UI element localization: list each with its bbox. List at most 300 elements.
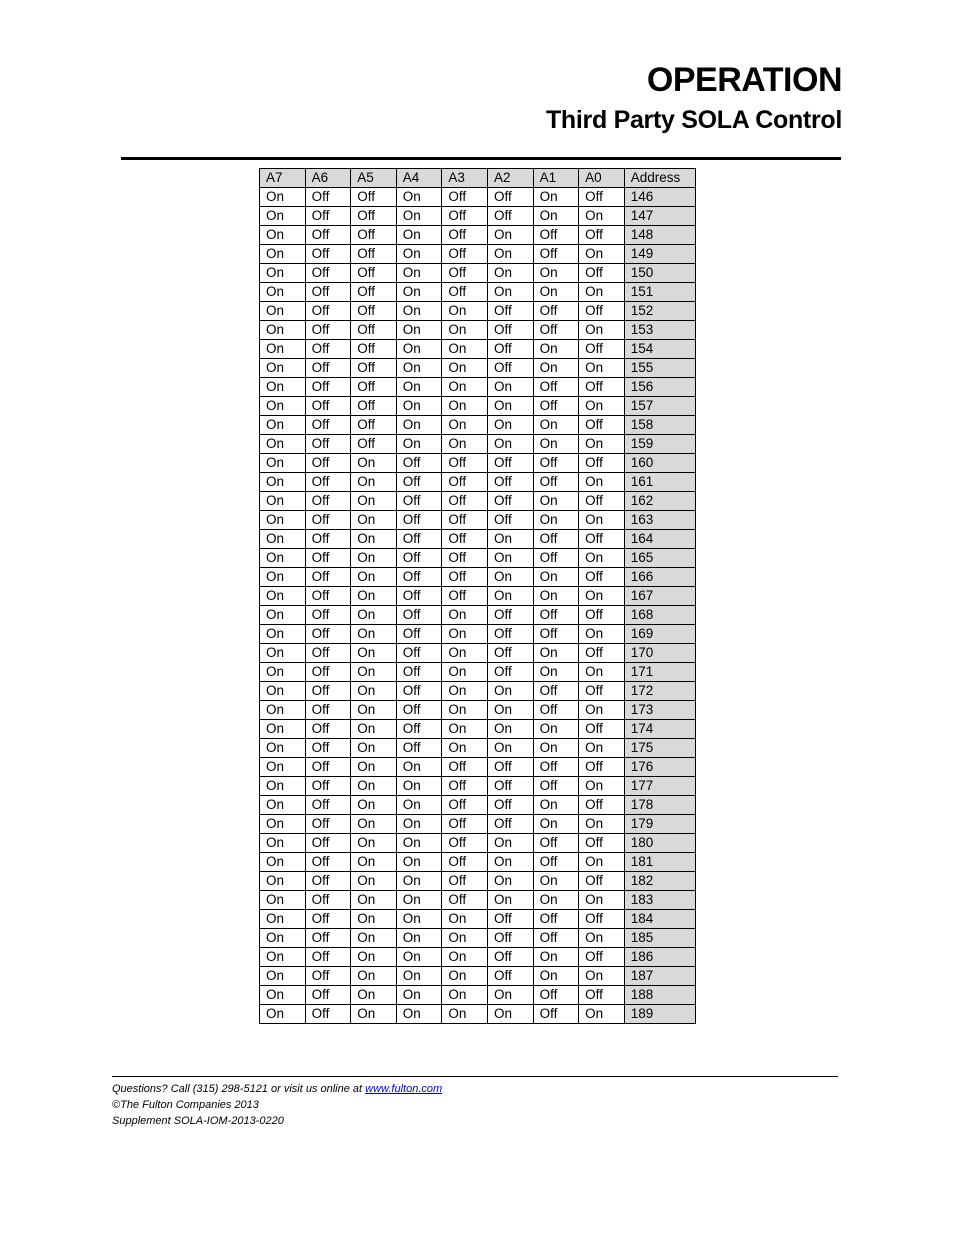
bit-cell: Off: [579, 226, 625, 245]
bit-cell: Off: [533, 606, 579, 625]
bit-cell: On: [260, 910, 306, 929]
footer-questions: [112, 1081, 442, 1097]
bit-cell: On: [260, 454, 306, 473]
table-row: [260, 910, 696, 929]
bit-cell: Off: [579, 872, 625, 891]
bit-cell: On: [487, 435, 533, 454]
address-cell: 178: [624, 796, 695, 815]
bit-cell: On: [533, 948, 579, 967]
bit-cell: On: [260, 416, 306, 435]
bit-cell: On: [442, 986, 488, 1005]
address-cell: 162: [624, 492, 695, 511]
address-cell: 179: [624, 815, 695, 834]
bit-cell: On: [351, 644, 397, 663]
bit-cell: On: [396, 986, 442, 1005]
bit-cell: Off: [487, 492, 533, 511]
table-row: [260, 1005, 696, 1024]
table-row: [260, 663, 696, 682]
table-row: [260, 853, 696, 872]
table-row: [260, 568, 696, 587]
bit-cell: On: [579, 397, 625, 416]
bit-cell: Off: [442, 872, 488, 891]
bit-cell: Off: [351, 283, 397, 302]
bit-cell: Off: [487, 910, 533, 929]
table-row: [260, 929, 696, 948]
bit-cell: Off: [351, 416, 397, 435]
column-header-a7: A7: [260, 169, 306, 188]
bit-cell: Off: [487, 663, 533, 682]
bit-cell: Off: [396, 587, 442, 606]
bit-cell: Off: [442, 796, 488, 815]
bit-cell: On: [487, 853, 533, 872]
bit-cell: Off: [533, 397, 579, 416]
column-header-address: Address: [624, 169, 695, 188]
bit-cell: On: [260, 245, 306, 264]
table-row: [260, 283, 696, 302]
bit-cell: On: [260, 530, 306, 549]
bit-cell: On: [260, 834, 306, 853]
bit-cell: Off: [579, 682, 625, 701]
bit-cell: Off: [396, 606, 442, 625]
bit-cell: Off: [305, 701, 351, 720]
bit-cell: Off: [396, 701, 442, 720]
address-cell: 157: [624, 397, 695, 416]
bit-cell: On: [442, 435, 488, 454]
bit-cell: Off: [533, 853, 579, 872]
bit-cell: On: [260, 701, 306, 720]
bit-cell: On: [351, 891, 397, 910]
bit-cell: On: [260, 302, 306, 321]
table-row: [260, 796, 696, 815]
bit-cell: On: [260, 872, 306, 891]
bit-cell: On: [442, 720, 488, 739]
table-row: [260, 207, 696, 226]
bit-cell: On: [260, 815, 306, 834]
bit-cell: On: [260, 188, 306, 207]
bit-cell: On: [442, 644, 488, 663]
bit-cell: Off: [487, 188, 533, 207]
bit-cell: Off: [579, 986, 625, 1005]
table-header-row: [260, 169, 696, 188]
bit-cell: Off: [351, 435, 397, 454]
column-header-a1: A1: [533, 169, 579, 188]
table-row: [260, 720, 696, 739]
address-cell: 189: [624, 1005, 695, 1024]
bit-cell: On: [533, 416, 579, 435]
bit-cell: On: [351, 739, 397, 758]
bit-cell: On: [351, 606, 397, 625]
bit-cell: On: [260, 473, 306, 492]
bit-cell: On: [260, 340, 306, 359]
bit-cell: On: [260, 644, 306, 663]
column-header-a5: A5: [351, 169, 397, 188]
bit-cell: On: [533, 644, 579, 663]
bit-cell: On: [351, 682, 397, 701]
table-row: [260, 948, 696, 967]
bit-cell: Off: [442, 834, 488, 853]
bit-cell: On: [533, 568, 579, 587]
bit-cell: Off: [487, 758, 533, 777]
bit-cell: Off: [579, 188, 625, 207]
bit-cell: On: [487, 682, 533, 701]
bit-cell: On: [396, 321, 442, 340]
bit-cell: Off: [487, 340, 533, 359]
bit-cell: Off: [579, 264, 625, 283]
table-row: [260, 359, 696, 378]
bit-cell: On: [533, 967, 579, 986]
bit-cell: Off: [442, 758, 488, 777]
bit-cell: On: [260, 720, 306, 739]
bit-cell: On: [351, 872, 397, 891]
table-row: [260, 340, 696, 359]
bit-cell: On: [579, 359, 625, 378]
bit-cell: Off: [351, 226, 397, 245]
bit-cell: Off: [442, 283, 488, 302]
address-cell: 165: [624, 549, 695, 568]
bit-cell: Off: [305, 321, 351, 340]
bit-cell: On: [533, 587, 579, 606]
bit-cell: Off: [351, 321, 397, 340]
bit-cell: On: [487, 283, 533, 302]
bit-cell: On: [396, 967, 442, 986]
table-row: [260, 226, 696, 245]
bit-cell: On: [579, 663, 625, 682]
address-cell: 156: [624, 378, 695, 397]
bit-cell: Off: [305, 473, 351, 492]
bit-cell: Off: [487, 929, 533, 948]
bit-cell: Off: [442, 454, 488, 473]
address-cell: 169: [624, 625, 695, 644]
bit-cell: On: [487, 568, 533, 587]
bit-cell: On: [533, 891, 579, 910]
bit-cell: On: [260, 948, 306, 967]
table-row: [260, 758, 696, 777]
bit-cell: Off: [305, 188, 351, 207]
bit-cell: Off: [305, 758, 351, 777]
bit-cell: On: [579, 929, 625, 948]
address-cell: 187: [624, 967, 695, 986]
bit-cell: On: [533, 283, 579, 302]
address-cell: 177: [624, 777, 695, 796]
bit-cell: Off: [579, 644, 625, 663]
bit-cell: On: [351, 929, 397, 948]
bit-cell: Off: [579, 416, 625, 435]
bit-cell: On: [351, 967, 397, 986]
table-row: [260, 891, 696, 910]
bit-cell: On: [579, 245, 625, 264]
bit-cell: On: [351, 777, 397, 796]
bit-cell: On: [533, 207, 579, 226]
bit-cell: On: [260, 568, 306, 587]
bit-cell: On: [396, 359, 442, 378]
bit-cell: On: [351, 568, 397, 587]
bit-cell: On: [351, 986, 397, 1005]
bit-cell: On: [442, 340, 488, 359]
footer-divider: [112, 1076, 838, 1077]
table-row: [260, 188, 696, 207]
bit-cell: Off: [579, 568, 625, 587]
bit-cell: On: [579, 701, 625, 720]
bit-cell: On: [396, 796, 442, 815]
bit-cell: Off: [533, 777, 579, 796]
bit-cell: On: [396, 853, 442, 872]
bit-cell: Off: [351, 378, 397, 397]
bit-cell: On: [579, 1005, 625, 1024]
bit-cell: Off: [305, 796, 351, 815]
bit-cell: Off: [305, 739, 351, 758]
bit-cell: Off: [351, 264, 397, 283]
table-row: [260, 644, 696, 663]
bit-cell: Off: [487, 302, 533, 321]
bit-cell: On: [260, 625, 306, 644]
bit-cell: Off: [396, 739, 442, 758]
bit-cell: On: [396, 435, 442, 454]
bit-cell: On: [579, 739, 625, 758]
bit-cell: On: [351, 910, 397, 929]
bit-cell: On: [579, 815, 625, 834]
column-header-a4: A4: [396, 169, 442, 188]
bit-cell: On: [442, 378, 488, 397]
bit-cell: On: [442, 302, 488, 321]
bit-cell: On: [396, 226, 442, 245]
bit-cell: On: [260, 1005, 306, 1024]
bit-cell: On: [351, 701, 397, 720]
bit-cell: Off: [396, 568, 442, 587]
bit-cell: On: [442, 1005, 488, 1024]
bit-cell: Off: [533, 1005, 579, 1024]
bit-cell: Off: [305, 834, 351, 853]
table-row: [260, 701, 696, 720]
address-cell: 171: [624, 663, 695, 682]
bit-cell: Off: [305, 777, 351, 796]
bit-cell: On: [579, 207, 625, 226]
bit-cell: On: [396, 872, 442, 891]
bit-cell: On: [351, 796, 397, 815]
bit-cell: Off: [396, 454, 442, 473]
bit-cell: Off: [533, 910, 579, 929]
bit-cell: Off: [487, 454, 533, 473]
bit-cell: On: [260, 682, 306, 701]
bit-cell: On: [487, 986, 533, 1005]
bit-cell: On: [579, 967, 625, 986]
bit-cell: On: [579, 435, 625, 454]
bit-cell: On: [579, 321, 625, 340]
bit-cell: On: [260, 321, 306, 340]
bit-cell: On: [260, 929, 306, 948]
bit-cell: Off: [579, 948, 625, 967]
bit-cell: On: [487, 530, 533, 549]
bit-cell: Off: [305, 891, 351, 910]
bit-cell: On: [533, 188, 579, 207]
bit-cell: On: [260, 739, 306, 758]
bit-cell: On: [260, 549, 306, 568]
address-cell: 173: [624, 701, 695, 720]
table-row: [260, 872, 696, 891]
table-row: [260, 321, 696, 340]
address-cell: 174: [624, 720, 695, 739]
bit-cell: Off: [442, 568, 488, 587]
bit-cell: Off: [351, 302, 397, 321]
bit-cell: On: [487, 416, 533, 435]
bit-cell: Off: [305, 929, 351, 948]
address-cell: 186: [624, 948, 695, 967]
bit-cell: On: [396, 758, 442, 777]
bit-cell: On: [351, 454, 397, 473]
bit-cell: Off: [305, 302, 351, 321]
bit-cell: On: [260, 435, 306, 454]
table-row: [260, 682, 696, 701]
bit-cell: On: [351, 492, 397, 511]
bit-cell: Off: [305, 682, 351, 701]
bit-cell: Off: [351, 188, 397, 207]
bit-cell: On: [579, 587, 625, 606]
bit-cell: On: [487, 264, 533, 283]
bit-cell: On: [351, 663, 397, 682]
bit-cell: Off: [533, 549, 579, 568]
bit-cell: Off: [305, 283, 351, 302]
column-header-a3: A3: [442, 169, 488, 188]
bit-cell: Off: [579, 530, 625, 549]
address-cell: 175: [624, 739, 695, 758]
bit-cell: On: [579, 777, 625, 796]
bit-cell: Off: [533, 701, 579, 720]
bit-cell: Off: [351, 340, 397, 359]
table-row: [260, 378, 696, 397]
table-row: [260, 815, 696, 834]
bit-cell: On: [487, 226, 533, 245]
address-cell: 161: [624, 473, 695, 492]
bit-cell: On: [579, 891, 625, 910]
table-row: [260, 739, 696, 758]
bit-cell: Off: [396, 663, 442, 682]
bit-cell: Off: [487, 207, 533, 226]
bit-cell: Off: [305, 853, 351, 872]
bit-cell: On: [351, 549, 397, 568]
bit-cell: On: [351, 1005, 397, 1024]
footer-questions-text: Questions? Call (315) 298-5121 or visit us online at: [112, 1083, 366, 1095]
bit-cell: Off: [487, 321, 533, 340]
bit-cell: Off: [305, 530, 351, 549]
page-title: OPERATION: [646, 61, 842, 99]
table-row: [260, 834, 696, 853]
bit-cell: On: [442, 701, 488, 720]
bit-cell: Off: [579, 910, 625, 929]
address-cell: 159: [624, 435, 695, 454]
bit-cell: Off: [579, 492, 625, 511]
bit-cell: On: [396, 948, 442, 967]
bit-cell: On: [579, 511, 625, 530]
bit-cell: Off: [305, 226, 351, 245]
bit-cell: Off: [579, 302, 625, 321]
address-cell: 168: [624, 606, 695, 625]
website-link[interactable]: www.fulton.com: [365, 1083, 443, 1095]
bit-cell: On: [260, 967, 306, 986]
bit-cell: Off: [487, 625, 533, 644]
bit-cell: Off: [487, 606, 533, 625]
bit-cell: On: [442, 625, 488, 644]
bit-cell: On: [351, 625, 397, 644]
bit-cell: Off: [579, 758, 625, 777]
address-cell: 149: [624, 245, 695, 264]
bit-cell: On: [579, 625, 625, 644]
bit-cell: Off: [305, 397, 351, 416]
bit-cell: On: [396, 340, 442, 359]
address-cell: 155: [624, 359, 695, 378]
bit-cell: On: [260, 587, 306, 606]
address-cell: 170: [624, 644, 695, 663]
bit-cell: On: [533, 739, 579, 758]
bit-cell: On: [396, 815, 442, 834]
bit-cell: Off: [487, 473, 533, 492]
bit-cell: On: [396, 910, 442, 929]
bit-cell: On: [579, 283, 625, 302]
address-cell: 164: [624, 530, 695, 549]
bit-cell: Off: [305, 340, 351, 359]
bit-cell: Off: [487, 644, 533, 663]
bit-cell: On: [533, 720, 579, 739]
address-cell: 188: [624, 986, 695, 1005]
bit-cell: Off: [305, 1005, 351, 1024]
bit-cell: Off: [442, 207, 488, 226]
bit-cell: Off: [351, 359, 397, 378]
bit-cell: On: [260, 796, 306, 815]
bit-cell: On: [260, 758, 306, 777]
bit-cell: On: [351, 587, 397, 606]
bit-cell: Off: [442, 245, 488, 264]
bit-cell: Off: [305, 587, 351, 606]
column-header-a0: A0: [579, 169, 625, 188]
address-cell: 158: [624, 416, 695, 435]
bit-cell: On: [442, 948, 488, 967]
bit-cell: Off: [533, 758, 579, 777]
bit-cell: On: [533, 511, 579, 530]
bit-cell: Off: [396, 530, 442, 549]
bit-cell: Off: [487, 777, 533, 796]
address-cell: 172: [624, 682, 695, 701]
page-subtitle: Third Party SOLA Control: [545, 106, 842, 134]
bit-cell: On: [396, 188, 442, 207]
bit-cell: Off: [305, 511, 351, 530]
bit-cell: On: [487, 739, 533, 758]
address-cell: 184: [624, 910, 695, 929]
table-row: [260, 454, 696, 473]
bit-cell: On: [487, 720, 533, 739]
bit-cell: Off: [305, 644, 351, 663]
bit-cell: Off: [442, 511, 488, 530]
address-cell: 152: [624, 302, 695, 321]
table-row: [260, 492, 696, 511]
bit-cell: On: [487, 397, 533, 416]
bit-cell: On: [396, 777, 442, 796]
column-header-a2: A2: [487, 169, 533, 188]
table-row: [260, 986, 696, 1005]
bit-cell: On: [487, 378, 533, 397]
address-cell: 148: [624, 226, 695, 245]
bit-cell: On: [396, 245, 442, 264]
table-row: [260, 264, 696, 283]
bit-cell: Off: [533, 625, 579, 644]
bit-cell: On: [396, 1005, 442, 1024]
bit-cell: On: [442, 606, 488, 625]
bit-cell: On: [351, 815, 397, 834]
bit-cell: On: [260, 492, 306, 511]
address-cell: 154: [624, 340, 695, 359]
table-row: [260, 777, 696, 796]
header-divider: [121, 157, 841, 160]
footer: [112, 1081, 442, 1129]
table-row: [260, 245, 696, 264]
bit-cell: Off: [396, 492, 442, 511]
